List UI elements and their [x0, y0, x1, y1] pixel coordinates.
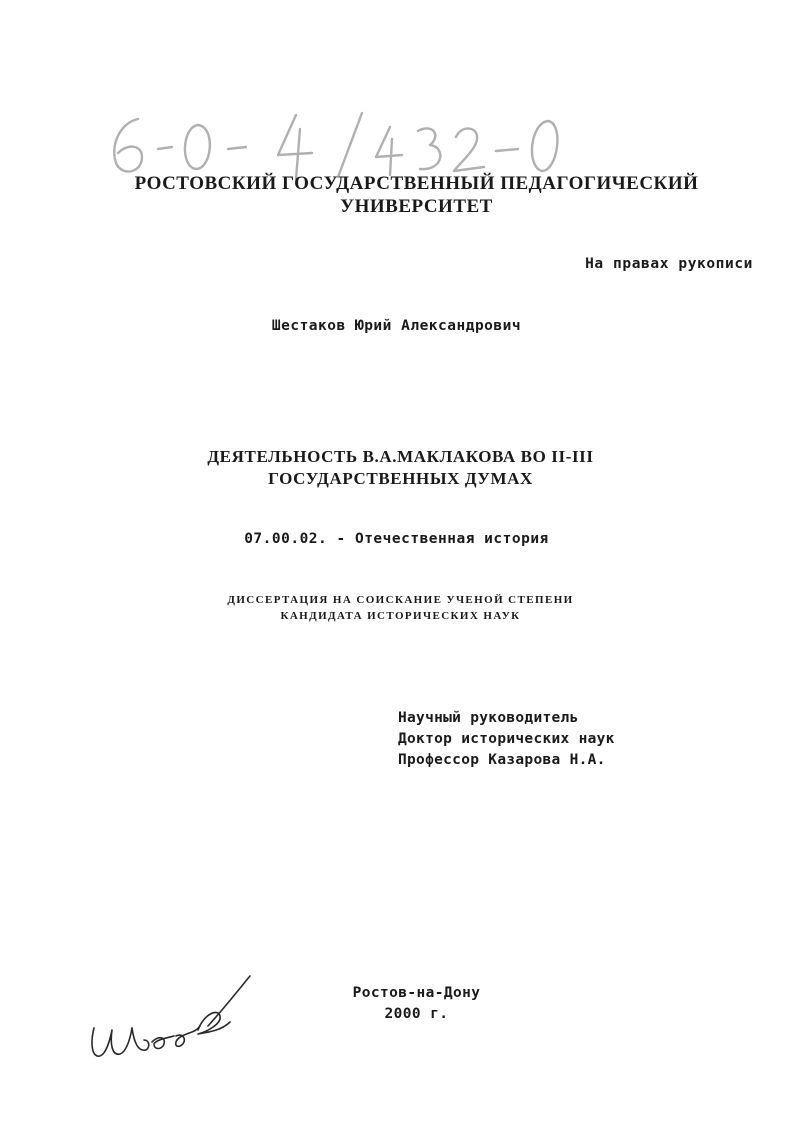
title-line-2: ГОСУДАРСТВЕННЫХ ДУМАХ: [268, 469, 533, 488]
dissertation-title: [0, 446, 793, 490]
degree-line-1: ДИССЕРТАЦИЯ НА СОИСКАНИЕ УЧЕНОЙ СТЕПЕНИ: [227, 594, 574, 606]
year: 2000 г.: [384, 1006, 449, 1022]
university-line-1: РОСТОВСКИЙ ГОСУДАРСТВЕННЫЙ ПЕДАГОГИЧЕСКИЙ: [134, 173, 699, 194]
supervisor-block: [398, 708, 615, 771]
handwritten-signature: [80, 970, 260, 1065]
author-name: Шестаков Юрий Александрович: [271, 318, 522, 334]
degree-line-2: КАНДИДАТА ИСТОРИЧЕСКИХ НАУК: [280, 610, 521, 622]
degree-statement: [0, 592, 793, 624]
supervisor-degree: Доктор исторических наук: [398, 731, 615, 747]
place: Ростов-на-Дону: [352, 985, 481, 1001]
university-line-2: УНИВЕРСИТЕТ: [340, 196, 493, 217]
university-name: [0, 172, 793, 218]
specialty-code: 07.00.02. - Отечественная история: [244, 531, 549, 547]
rights-note: На правах рукописи: [585, 256, 753, 272]
supervisor-name: Профессор Казарова Н.А.: [398, 752, 606, 768]
title-line-1: ДЕЯТЕЛЬНОСТЬ В.А.МАКЛАКОВА ВО II-III: [207, 447, 594, 466]
signature-drawing: [80, 970, 260, 1065]
supervisor-role: Научный руководитель: [398, 710, 579, 726]
